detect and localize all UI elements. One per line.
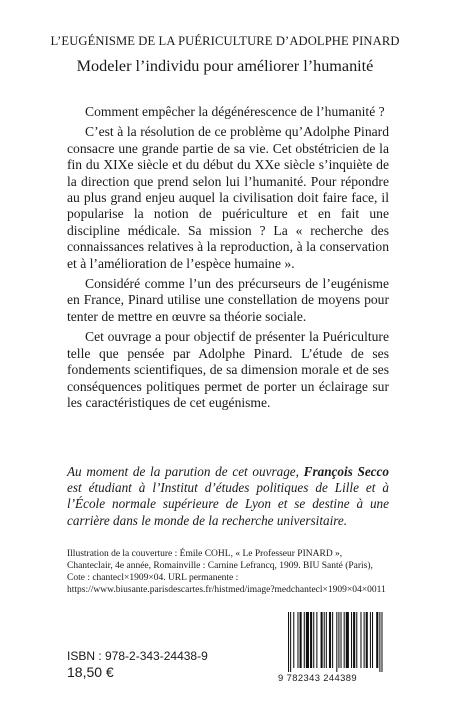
- barcode-bar: [310, 612, 312, 668]
- barcode-bar: [324, 612, 325, 668]
- blurb-paragraph: Considéré comme l’un des précurseurs de l’eugénisme en France, Pinard utilise une constellation de moyens pour tenter de mettre en œuvre sa théorie sociale.: [67, 276, 389, 324]
- barcode-bar: [304, 612, 305, 668]
- barcode-bar: [364, 612, 365, 668]
- barcode-number: 9 782343 244389: [278, 672, 357, 683]
- barcode-bar: [366, 612, 368, 668]
- barcode-bar: [306, 612, 309, 668]
- barcode-bar: [313, 612, 314, 668]
- barcode-bar: [290, 612, 291, 672]
- barcode-bar: [360, 612, 361, 668]
- barcode-bar: [332, 612, 333, 668]
- credit-line: https://www.biusante.parisdescartes.fr/histmed/image?medchantecl×1909×04×0011: [67, 585, 386, 595]
- barcode-bar: [329, 612, 331, 668]
- credit-line: Chanteclair, 4e année, Romainville : Carnine Lefrancq, 1909. BIU Santé (Paris),: [67, 561, 373, 571]
- barcode-bar: [381, 612, 382, 672]
- barcode-bar: [316, 612, 317, 668]
- author-note: [67, 464, 389, 529]
- credit-line: Illustration de la couverture : Émile COHL, « Le Professeur PINARD »,: [67, 549, 343, 559]
- barcode-bar: [346, 612, 349, 668]
- barcode-bar: [300, 612, 302, 668]
- barcode-bar: [356, 612, 357, 668]
- author-name: François Secco: [303, 464, 389, 479]
- book-title: L’EUGÉNISME DE LA PUÉRICULTURE D’ADOLPHE PINARD: [50, 34, 400, 48]
- barcode-bars: [278, 612, 396, 672]
- barcode-bar: [288, 612, 289, 672]
- blurb-paragraph: C’est à la résolution de ce problème qu’Adolphe Pinard consacre une grande partie de sa vie. Cet obstétricien de la fin du XIXe siècle et du début du XXe siècle s’inquiète de la direction que prend selon lui l’humanité. Pour répondre au plus grand enjeu auquel la civilisation doit faire face, il popularise la notion de puériculture et en fait une discipline médicale. Sa mission ? La « recherche des connaissances relatives à la reproduction, à la conservation et à l’amélioration de l’espèce humaine ».: [67, 124, 389, 271]
- barcode-bar: [351, 612, 352, 668]
- barcode-bar: [326, 612, 327, 668]
- barcode-bar: [372, 612, 373, 668]
- illustration-credits: [67, 548, 397, 596]
- barcode-bar: [336, 612, 337, 672]
- barcode-bar: [353, 612, 355, 668]
- barcode-bar: [376, 612, 378, 668]
- book-subtitle: Modeler l’individu pour améliorer l’humanité: [76, 57, 374, 75]
- blurb-paragraph: Cet ouvrage a pour objectif de présenter la Puériculture telle que pensée par Adolphe Pinard. L’étude de ses fondements scientifiques, de sa dimension morale et de ses conséquences politiques permet de porter un éclairage sur les caractéristiques de cet eugénisme.: [67, 329, 389, 410]
- author-note-rest: est étudiant à l’Institut d’études politiques de Lille et à l’École normale supérieure de Lyon et se destine à une carrière dans le monde de la recherche universitaire.: [67, 480, 389, 528]
- blurb-paragraph: Comment empêcher la dégénérescence de l’humanité ?: [85, 104, 385, 119]
- barcode-bar: [370, 612, 371, 668]
- barcode-bar: [297, 612, 298, 668]
- barcode-bar: [341, 612, 342, 668]
- price: 18,50 €: [67, 664, 114, 680]
- barcode-bar: [338, 612, 339, 668]
- credit-line: Cote : chantecl×1909×04. URL permanente :: [67, 573, 239, 583]
- author-note-intro: Au moment de la parution de cet ouvrage,: [67, 464, 304, 479]
- isbn: ISBN : 978-2-343-24438-9: [67, 649, 208, 663]
- barcode-bar: [379, 612, 380, 672]
- barcode-bar: [321, 612, 323, 668]
- barcode-bar: [344, 612, 345, 668]
- barcode: [278, 612, 396, 684]
- blurb: [67, 104, 389, 415]
- barcode-bar: [293, 612, 294, 668]
